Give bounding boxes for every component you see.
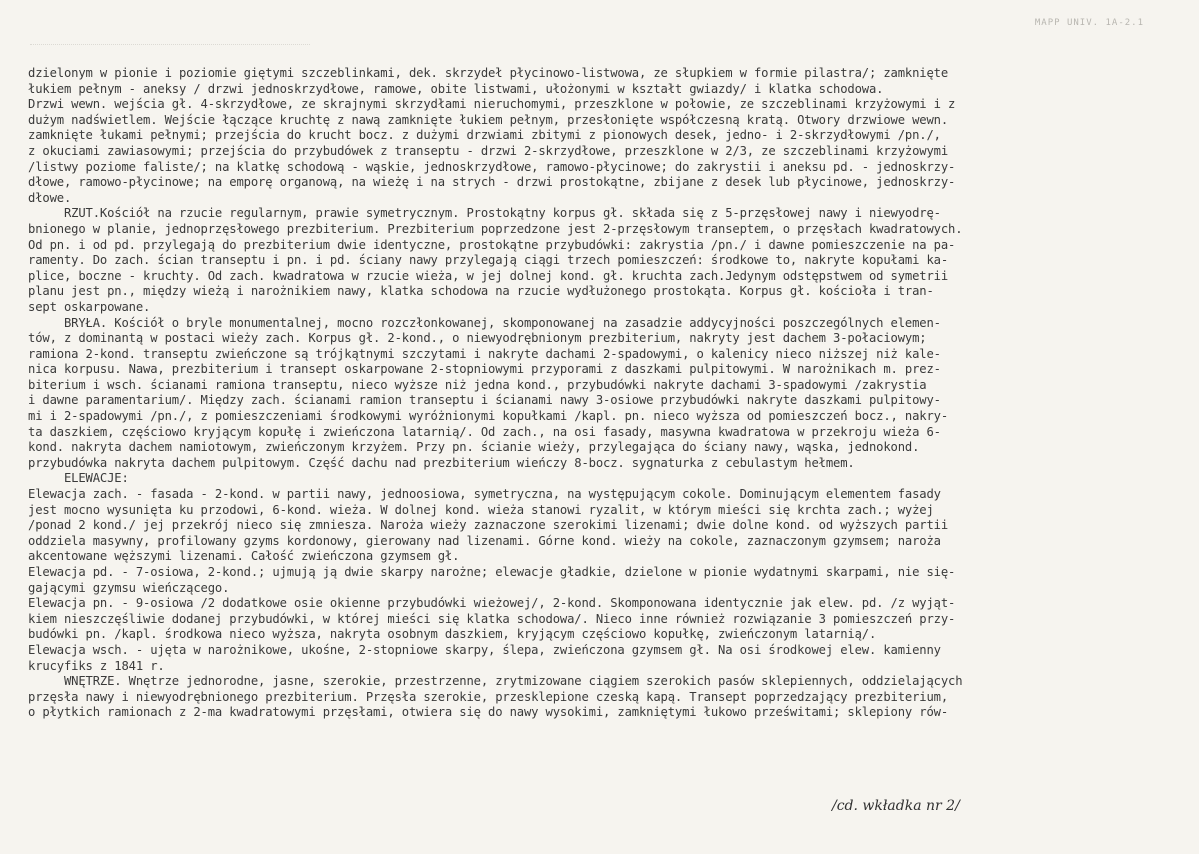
text-line: /ponad 2 kond./ jej przekrój nieco się zmniesza. Naroża wieży zaznaczone szerokimi lizenami; dwie dolne kond. od wyższych partii	[28, 518, 948, 533]
text-line: budówki pn. /kapl. środkowa nieco wyższa, nakryta osobnym daszkiem, kryjącym częściowo kopułkę, zwieńczonym latarnią/.	[28, 627, 877, 642]
text-line: mi i 2-spadowymi /pn./, z pomieszczeniami środkowymi wyróżnionymi kopułkami /kapl. pn. nieco wyższa od pomieszczeń bocz., nakry-	[28, 409, 948, 424]
text-line: Elewacja pn. - 9-osiowa /2 dodatkowe osie okienne przybudówki wieżowej/, 2-kond. Skomponowana identycznie jak elew. pd. /z wyjąt-	[28, 596, 956, 611]
text-line: RZUT.Kościół na rzucie regularnym, prawie symetrycznym. Prostokątny korpus gł. składa się z 5-przęsłowej nawy i niewyodrę-	[28, 206, 941, 221]
continuation-note: /cd. wkładka nr 2/	[832, 798, 960, 814]
text-line: z okuciami zawiasowymi; przejścia do przybudówek z transeptu - drzwi 2-skrzydłowe, przeszklone w 2/3, ze szczeblinami krzyżowymi	[28, 143, 948, 158]
text-line: Elewacja pd. - 7-osiowa, 2-kond.; ujmują ją dwie skarpy narożne; elewacje gładkie, dzielone w pionie wydatnymi skarpami, nie się-	[28, 565, 956, 579]
text-line: jest mocno wysunięta ku przodowi, 6-kond. wieża. W dolnej kond. wieża stanowi ryzalit, w którym mieści się krchta zach.; wyżej	[28, 502, 934, 517]
text-line: akcentowane węższymi lizenami. Całość zwieńczona gzymsem gł.	[28, 549, 460, 564]
scan-artifact	[30, 44, 310, 53]
text-line: o płytkich ramionach z 2-ma kwadratowymi przęsłami, otwiera się do nawy wysokimi, zamkniętymi łukowo prześwitami; sklepiony rów-	[28, 705, 948, 720]
text-line: sept oskarpowane.	[28, 299, 151, 314]
text-line: przybudówka nakryta dachem pulpitowym. Część dachu nad prezbiterium wieńczy 8-bocz. sygnaturka z cebulastym hełmem.	[28, 455, 855, 470]
text-line: przęsła nawy i niewyodrębnionego prezbiterium. Przęsła szerokie, przesklepione czeską kapą. Transept poprzedzający prezbiterium,	[28, 689, 948, 704]
text-line: WNĘTRZE. Wnętrze jednorodne, jasne, szerokie, przestrzenne, zrytmizowane ciągiem szerokich pasów sklepiennych, oddzielających	[28, 674, 963, 689]
text-line: /listwy poziome faliste/; na klatkę schodową - wąskie, jednoskrzydłowe, ramowo-płycinowe; do zakrystii i aneksu pd. - jednoskrzy-	[28, 159, 956, 174]
text-line: kiem nieszczęśliwie dodanej przybudówki, w której mieści się klatka schodowa/. Nieco inne również rozwiązanie 3 pomieszczeń przy-	[28, 611, 956, 626]
text-line: nica korpusu. Nawa, prezbiterium i transept oskarpowane 2-stopniowymi przyporami z daszkami pulpitowymi. W narożnikach m. prez-	[28, 362, 941, 377]
text-line: dzielonym w pionie i poziomie giętymi szczeblinkami, dek. skrzydeł płycinowo-listwowa, ze słupkiem w formie pilastra/; zamknięte	[28, 66, 948, 80]
text-line: i dawne paramentarium/. Między zach. ścianami ramion transeptu i ścianami nawy 3-osiowe przybudówki nakryte daszkami pulpitowy-	[28, 393, 941, 408]
text-line: Od pn. i od pd. przylegają do prezbiterium dwie identyczne, prostokątne przybudówki: zakrystia /pn./ i dawne pomieszczenie na pa-	[28, 237, 956, 252]
archive-stamp: MAPP UNIV. 1A-2.1	[1034, 18, 1144, 28]
text-line: gającymi gzymsu wieńczącego.	[28, 580, 230, 595]
text-line: ELEWACJE:	[28, 471, 129, 486]
text-line: krucyfiks z 1841 r.	[28, 658, 165, 673]
text-line: oddziela masywny, profilowany gzyms kordonowy, gierowany nad lizenami. Górne kond. wieży na cokole, zaznaczonym gzymsem; naroża	[28, 533, 941, 548]
text-line: dłowe.	[28, 190, 72, 205]
text-line: ramiona 2-kond. transeptu zwieńczone są trójkątnymi szczytami i nakryte dachami 2-spadowymi, o kalenicy nieco niższej niż kale-	[28, 346, 941, 361]
text-line: zamknięte łukami pełnymi; przejścia do krucht bocz. z dużymi drzwiami zbitymi z pionowych desek, jedno- i 2-skrzydłowymi /pn./,	[28, 128, 941, 143]
text-line: ramenty. Do zach. ścian transeptu i pn. i pd. ściany nawy przylegają ciągi trzech pomieszczeń: środkowe to, nakryte kopułami ka-	[28, 253, 948, 268]
text-line: kond. nakryta dachem namiotowym, zwieńczonym krzyżem. Przy pn. ścianie wieży, przylegająca do ściany nawy, wąska, jednokond.	[28, 440, 920, 455]
text-line: dużym nadświetlem. Wejście łączące kruchtę z nawą zamknięte łukiem pełnym, przesłonięte współczesną kratą. Otwory drzwiowe wewn.	[28, 112, 948, 127]
text-line: łukiem pełnym - aneksy / drzwi jednoskrzydłowe, ramowe, obite listwami, ułożonymi w kształt gwiazdy/ i klatka schodowa.	[28, 81, 884, 96]
text-line: tów, z dominantą w postaci wieży zach. Korpus gł. 2-kond., o niewyodrębnionym prezbiterium, nakryty jest dachem 3-połaciowym;	[28, 331, 927, 346]
text-line: Drzwi wewn. wejścia gł. 4-skrzydłowe, ze skrajnymi skrzydłami nieruchomymi, przeszklone w połowie, ze szczeblinami krzyżowymi i z	[28, 97, 956, 112]
text-line: planu jest pn., między wieżą i narożnikiem nawy, klatka schodowa na rzucie wydłużonego prostokąta. Korpus gł. kościoła i tran-	[28, 284, 934, 299]
text-line: Elewacja wsch. - ujęta w narożnikowe, ukośne, 2-stopniowe skarpy, ślepa, zwieńczona gzymsem gł. Na osi środkowej elew. kamienny	[28, 642, 941, 657]
text-line: BRYŁA. Kościół o bryle monumentalnej, mocno rozczłonkowanej, skomponowanej na zasadzie addycyjności poszczególnych elemen-	[28, 315, 941, 330]
text-line: dłowe, ramowo-płycinowe; na emporę organową, na wieżę i na strych - drzwi prostokątne, zbijane z desek lub płycinowe, jednoskrzy-	[28, 175, 956, 190]
text-line: biterium i wsch. ścianami ramiona transeptu, nieco wyższe niż jedna kond., przybudówki nakryte dachami 3-spadowymi /zakrystia	[28, 377, 927, 392]
typewritten-text-body	[28, 66, 1176, 721]
text-line: plice, boczne - kruchty. Od zach. kwadratowa w rzucie wieża, w jej dolnej kond. gł. kruchta zach.Jedynym odstępstwem od symetrii	[28, 268, 948, 283]
text-line: Elewacja zach. - fasada - 2-kond. w partii nawy, jednoosiowa, symetryczna, na występującym cokole. Dominującym elementem fasady	[28, 487, 941, 502]
text-line: bnionego w planie, jednoprzęsłowego prezbiterium. Prezbiterium poprzedzone jest 2-przęsłowym transeptem, o przęsłach kwadratowych.	[28, 221, 963, 236]
text-line: ta daszkiem, częściowo kryjącym kopułę i zwieńczona latarnią/. Od zach., na osi fasady, masywna kwadratowa w przekroju wieża 6-	[28, 424, 941, 439]
